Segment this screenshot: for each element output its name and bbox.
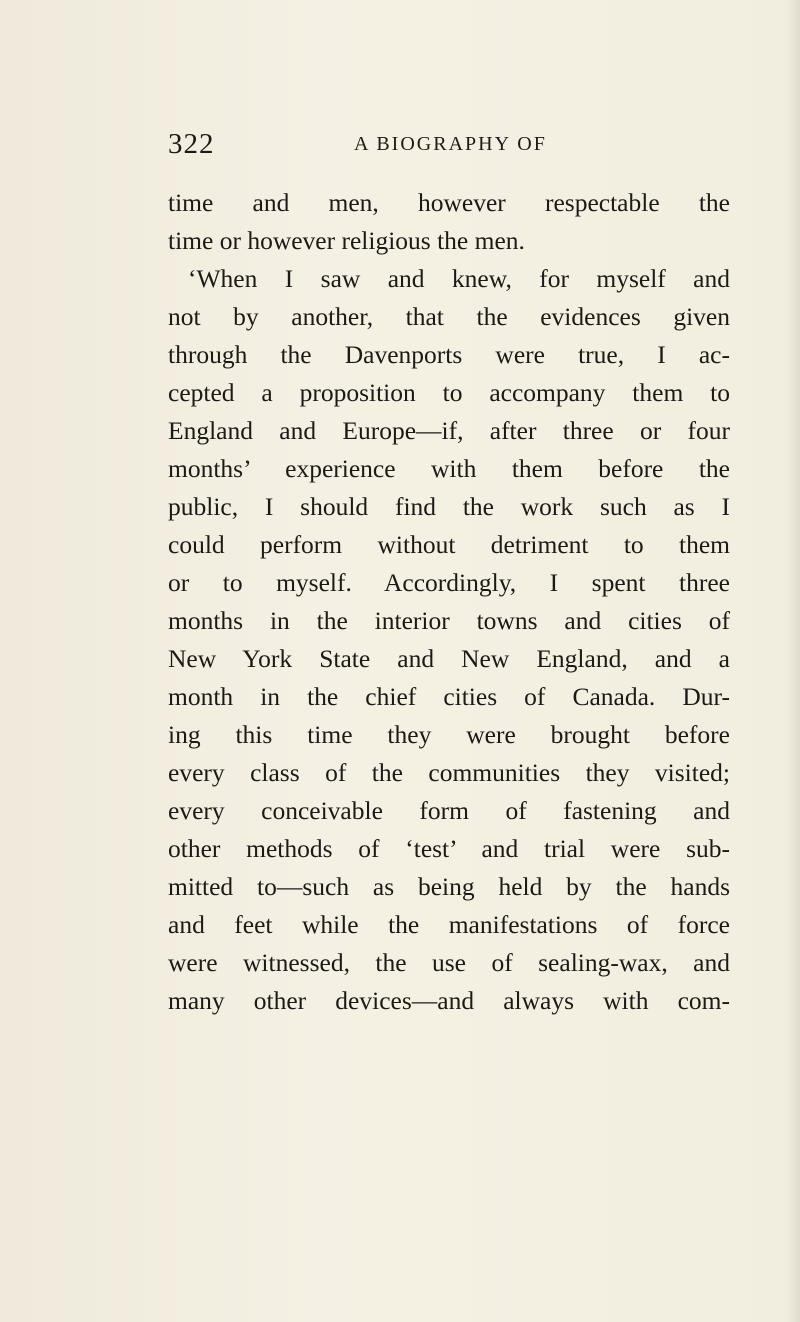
text-line: cepted a proposition to accompany them to bbox=[168, 378, 730, 407]
text-line: public, I should find the work such as I bbox=[168, 492, 730, 521]
text-line: and feet while the manifestations of force bbox=[168, 910, 730, 939]
text-line: time or however religious the men. bbox=[168, 226, 525, 255]
text-line: ing this time they were brought before bbox=[168, 720, 730, 749]
text-line: ‘When I saw and knew, for myself and bbox=[188, 264, 730, 293]
text-line: months’ experience with them before the bbox=[168, 454, 730, 483]
running-head: A BIOGRAPHY OF bbox=[354, 133, 547, 155]
text-line: England and Europe—if, after three or four bbox=[168, 416, 730, 445]
page-edge-shadow bbox=[786, 0, 800, 1322]
text-line: could perform without detriment to them bbox=[168, 530, 730, 559]
text-line: were witnessed, the use of sealing-wax, and bbox=[168, 948, 730, 977]
page-header bbox=[168, 128, 728, 168]
text-line: months in the interior towns and cities of bbox=[168, 606, 730, 635]
text-line: time and men, however respectable the bbox=[168, 188, 730, 217]
page-number: 322 bbox=[168, 128, 215, 160]
text-line: not by another, that the evidences given bbox=[168, 302, 730, 331]
text-line: New York State and New England, and a bbox=[168, 644, 730, 673]
text-line: other methods of ‘test’ and trial were sub- bbox=[168, 834, 730, 863]
text-line: many other devices—and always with com- bbox=[168, 986, 730, 1015]
text-line: through the Davenports were true, I ac- bbox=[168, 340, 730, 369]
text-line: or to myself. Accordingly, I spent three bbox=[168, 568, 730, 597]
text-line: mitted to—such as being held by the hands bbox=[168, 872, 730, 901]
body-text bbox=[168, 184, 730, 1020]
text-line: every conceivable form of fastening and bbox=[168, 796, 730, 825]
text-line: every class of the communities they visited; bbox=[168, 758, 730, 787]
text-line: month in the chief cities of Canada. Dur- bbox=[168, 682, 730, 711]
